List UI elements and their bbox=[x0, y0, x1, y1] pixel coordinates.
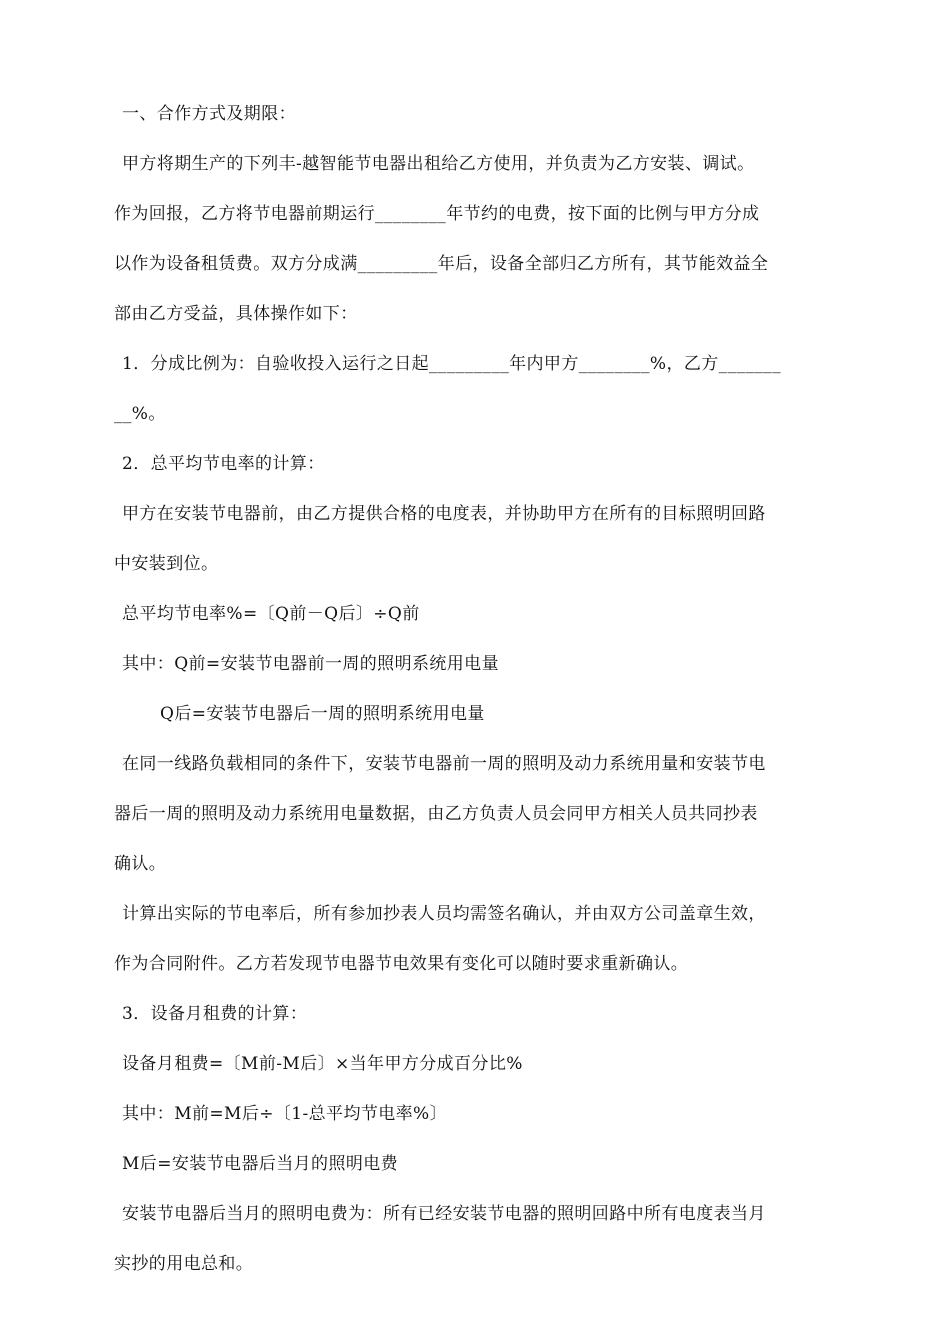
paragraph-line: 确认。 bbox=[114, 854, 167, 874]
formula-line: 设备月租费=〔M前-M后〕×当年甲方分成百分比% bbox=[122, 1054, 523, 1074]
formula-note-line: 其中：M前=M后÷〔1-总平均节电率%〕 bbox=[122, 1104, 448, 1124]
clause-1-line: 1．分成比例为：自验收投入运行之日起_________年内甲方________%，乙方_______ bbox=[122, 354, 781, 374]
paragraph-line: 计算出实际的节电率后，所有参加抄表人员均需签名确认，并由双方公司盖章生效， bbox=[122, 904, 766, 924]
paragraph-line: 安装节电器后当月的照明电费为：所有已经安装节电器的照明回路中所有电度表当月 bbox=[122, 1204, 766, 1224]
paragraph-line: 器后一周的照明及动力系统用电量数据，由乙方负责人员会同甲方相关人员共同抄表 bbox=[114, 804, 758, 824]
formula-line: 总平均节电率%=〔Q前－Q后〕÷Q前 bbox=[122, 604, 420, 624]
paragraph-line: 甲方将期生产的下列丰-越智能节电器出租给乙方使用，并负责为乙方安装、调试。 bbox=[122, 154, 755, 174]
clause-2-heading: 2．总平均节电率的计算： bbox=[122, 454, 325, 474]
paragraph-line: 部由乙方受益，具体操作如下： bbox=[114, 304, 358, 324]
paragraph-line: 中安装到位。 bbox=[114, 554, 219, 574]
formula-note-line: Q后=安装节电器后一周的照明系统用电量 bbox=[160, 704, 485, 724]
formula-note-line: M后=安装节电器后当月的照明电费 bbox=[122, 1154, 399, 1174]
paragraph-line: 作为合同附件。乙方若发现节电器节电效果有变化可以随时要求重新确认。 bbox=[114, 954, 689, 974]
clause-1-line: __%。 bbox=[114, 404, 166, 424]
paragraph-line: 以作为设备租赁费。双方分成满_________年后，设备全部归乙方所有，其节能效益全 bbox=[114, 254, 769, 274]
section-heading-cooperation: 一、合作方式及期限： bbox=[122, 104, 296, 124]
paragraph-line: 作为回报，乙方将节电器前期运行________年节约的电费，按下面的比例与甲方分成 bbox=[114, 204, 760, 224]
clause-3-heading: 3．设备月租费的计算： bbox=[122, 1004, 308, 1024]
paragraph-line: 实抄的用电总和。 bbox=[114, 1254, 254, 1274]
paragraph-line: 在同一线路负载相同的条件下，安装节电器前一周的照明及动力系统用量和安装节电 bbox=[122, 754, 766, 774]
paragraph-line: 甲方在安装节电器前，由乙方提供合格的电度表，并协助甲方在所有的目标照明回路 bbox=[122, 504, 766, 524]
formula-note-line: 其中：Q前=安装节电器前一周的照明系统用电量 bbox=[122, 654, 499, 674]
